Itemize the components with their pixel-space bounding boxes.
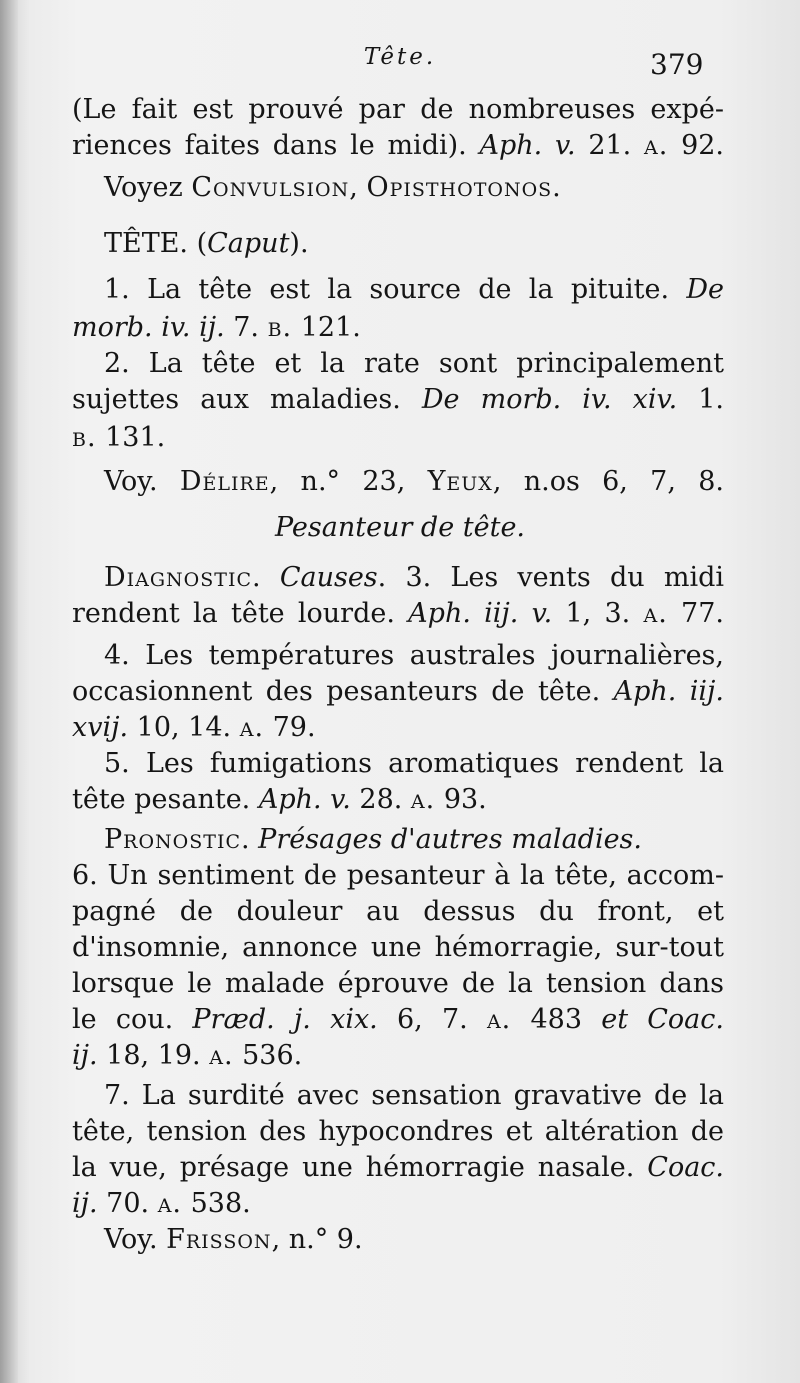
reference: De [686,274,724,305]
text: rendent la tête lourde. [72,598,409,629]
reference-term: Délire [179,466,270,497]
reference: xvij. [72,712,129,743]
text: 4. Les températures australes journalières, [104,640,724,671]
text: 93. [435,784,487,815]
heading-text: ). [289,228,309,259]
text: . [252,562,280,593]
text: la vue, présage une hémorragie nasale. [72,1152,648,1183]
text: . [240,824,259,855]
text-line [72,1150,724,1186]
text: . 3. Les vents du midi [377,562,724,593]
text-line [72,92,724,128]
text: (Le fait est prouvé par de nombreuses expé- [72,94,724,125]
text: 10, 14. [128,712,240,743]
reference-term: Opisthotonos [366,172,553,203]
text-line [72,1114,724,1150]
text: 1. [677,384,725,415]
text-line [72,1186,724,1222]
reference: a. [486,1004,512,1035]
reference: a. [209,1040,234,1071]
text: , n.° 23, [269,466,428,497]
text: 28. [350,784,411,815]
text-line [72,894,724,930]
text-line [104,560,724,596]
text: 536. [233,1040,303,1071]
text: occasionnent des pesanteurs de tête. [72,676,614,707]
text: Voy. [104,466,180,497]
text-line [72,710,724,746]
text: sujettes aux maladies. [72,384,422,415]
text-line [72,128,724,164]
reference: De morb. iv. xiv. [421,384,678,415]
text-line [72,420,724,456]
text: le cou. [72,1004,193,1035]
reference: morb. iv. ij. [72,312,225,343]
page-number: 379 [650,48,704,81]
cross-reference [104,170,704,206]
text-line [72,1038,724,1074]
reference: ij. [72,1040,98,1071]
text: 538. [182,1188,251,1219]
text: tête pesante. [72,784,259,815]
text-line [72,596,724,632]
text-line [104,638,724,674]
subsection-label: Présages d'autres maladies. [258,824,642,855]
text: pagné de douleur au dessus du front, et [72,896,724,927]
text: 6, 7. [377,1004,487,1035]
reference: et Coac. [601,1004,724,1035]
text-line [104,746,724,782]
section-heading: Pesanteur de tête. [274,512,526,543]
text: tête, tension des hypocondres et altération de [72,1116,724,1147]
section-label: Diagnostic [104,562,252,593]
text: , n.° 9. [271,1224,363,1255]
reference: a. [410,784,436,815]
heading-latin: Caput [207,228,290,259]
cross-reference [104,1222,704,1258]
text: Voyez [104,172,192,203]
text: , n.os 6, 7, 8. [492,466,725,497]
reference: Aph. v. [258,784,351,815]
entry-heading [104,226,704,262]
text-line [72,858,724,894]
text-line [72,966,724,1002]
text-line [72,272,724,308]
subsection-label: Causes [279,562,378,593]
reference: a. [644,130,669,161]
reference: a. [157,1188,183,1219]
text: 70. [97,1188,158,1219]
page-gutter [0,0,18,1383]
cross-reference [104,464,724,500]
text: 131. [96,422,166,453]
text: 5. Les fumigations aromatiques rendent la [104,748,724,779]
text-line [72,782,724,818]
text: 1, 3. [552,598,644,629]
reference: Præd. j. xix. [192,1004,378,1035]
reference: a. [643,598,668,629]
text: , [349,172,367,203]
running-title: Tête. [363,44,437,70]
text: 1. La tête est la source de la pituite. [104,274,687,305]
reference: Aph. iij. [613,676,724,707]
text: d'insomnie, annonce une hémorragie, sur-tout [72,932,724,963]
text-line [104,1078,724,1114]
section-label: Pronostic [104,824,241,855]
reference: Aph. iij. v. [408,598,553,629]
text: 121. [292,312,361,343]
reference-term: Yeux [427,466,493,497]
reference-term: Convulsion [191,172,350,203]
reference: a. [239,712,265,743]
text: 77. [667,598,724,629]
reference: Coac. [647,1152,724,1183]
text-line [72,930,724,966]
text: Voy. [104,1224,167,1255]
text: . [552,172,561,203]
reference: b. [267,312,293,343]
text: 7. [224,312,268,343]
text-line [104,822,724,858]
text-line [72,674,724,710]
heading-text: TÊTE. ( [104,228,208,259]
text: 7. La surdité avec sensation gravative de la [104,1080,724,1111]
reference: ij. [72,1188,98,1219]
text: 483 [511,1004,602,1035]
reference-term: Frisson [166,1224,272,1255]
text: lorsque le malade éprouve de la tension dans [72,968,724,999]
text: 79. [264,712,316,743]
text: 2. La tête et la rate sont principalement [104,348,724,379]
text-line [104,346,724,382]
reference: Aph. v. [479,130,576,161]
text: 92. [668,130,725,161]
text: riences faites dans le midi). [72,130,480,161]
text-line [72,310,724,346]
reference: b. [72,422,97,453]
text: 6. Un sentiment de pesanteur à la tête, accom- [72,860,724,891]
text-line [72,382,724,418]
text: 18, 19. [97,1040,210,1071]
text: 21. [575,130,645,161]
text-line [72,1002,724,1038]
